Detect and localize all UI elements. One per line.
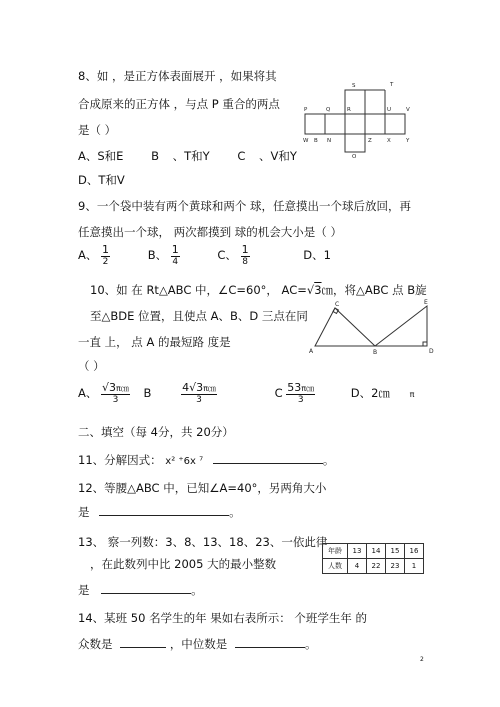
table-header-cell: 14 <box>367 544 386 559</box>
net-label-q: Q <box>326 107 331 113</box>
fig-label-d: D <box>429 348 434 355</box>
q8-option-a: A、S和E <box>78 149 124 163</box>
q14-line2: 众数是 ，中位数是 。 <box>78 637 317 651</box>
section-2-heading: 二、填空（每 4分，共 20分） <box>78 425 234 439</box>
net-label-p: P <box>304 107 308 113</box>
q9-option-b-fraction: $\frac{1}{4}$ <box>171 243 179 267</box>
table-header-cell: 16 <box>405 544 424 559</box>
q8-options-line1 <box>78 148 297 164</box>
q9-option-c-fraction: $\frac{1}{8}$ <box>241 243 249 267</box>
table-row <box>323 544 424 559</box>
q14-median-blank[interactable] <box>235 637 305 648</box>
q10-option-c-fraction: $\frac{53\pi㎝}{3}$ <box>287 381 315 405</box>
q10-line3: 一直 上， 点 A 的最短路 度是 <box>78 335 231 349</box>
q8-line3: 是（ ） <box>78 123 117 137</box>
q8-line1: 8、如 ，是正方体表面展开 ，如果将其 <box>78 69 277 83</box>
net-label-u: U <box>387 107 392 113</box>
cube-net-figure <box>300 78 425 158</box>
q14-mode-blank[interactable] <box>120 637 166 648</box>
q10-option-c-label: C <box>274 386 283 400</box>
q10-line4: （ ） <box>78 359 105 373</box>
page-number: 2 <box>420 656 424 663</box>
q10-option-a-label: A、 <box>78 386 98 400</box>
net-label-b: B <box>314 138 318 144</box>
net-label-s: S <box>352 83 356 89</box>
q12-line1: 12、等腰△ABC 中，已知∠A=40°，另两角大小 <box>78 481 327 495</box>
q9-option-b-label: B、 <box>147 248 168 262</box>
triangle-rotation-figure <box>305 296 445 356</box>
table-cell: 4 <box>348 559 367 574</box>
net-label-r: R <box>347 107 351 113</box>
table-header-cell: 13 <box>348 544 367 559</box>
q11-expression: x² ⁺6x ⁷ <box>165 456 204 467</box>
table-header-cell: 年龄 <box>323 544 348 559</box>
fig-label-e: E <box>424 299 428 306</box>
q8-option-c-letter: C <box>237 149 246 163</box>
q11-line: 11、分解因式： x² ⁺6x ⁷ 。 <box>78 453 335 467</box>
q10-options <box>78 382 414 405</box>
fig-label-c: C <box>335 301 340 308</box>
q9-options <box>78 244 331 267</box>
q10-option-a-fraction: $\frac{√3\pi㎝}{3}$ <box>102 381 129 405</box>
q8-option-d: D、T和V <box>78 173 125 187</box>
q13-answer-blank[interactable] <box>101 583 191 594</box>
fig-label-b: B <box>373 349 378 356</box>
q10-option-d-pi: π <box>409 390 415 399</box>
q12-answer-blank[interactable] <box>99 505 229 516</box>
q12-line2: 是 。 <box>78 505 241 519</box>
table-cell: 人数 <box>323 559 348 574</box>
q8-option-b-letter: B <box>151 149 159 163</box>
age-table <box>322 543 424 574</box>
q9-option-a-fraction: $\frac{1}{2}$ <box>102 243 110 267</box>
fig-label-a: A <box>309 348 314 355</box>
q9-line1: 9、一个袋中装有两个黄球和两个 球，任意摸出一个球后放回，再 <box>78 199 411 213</box>
sqrt-symbol: √ <box>306 283 315 297</box>
q13-line1: 13、 察一列数：3、8、13、18、23、一依此律 <box>78 535 328 549</box>
q8-option-b: 、T和Y <box>172 149 210 163</box>
table-row <box>323 559 424 574</box>
net-label-n: N <box>327 138 332 144</box>
q10-line2: 至△BDE 位置，且使点 A、B、D 三点在同 <box>90 309 308 323</box>
table-cell: 22 <box>367 559 386 574</box>
q9-option-c-label: C、 <box>217 248 237 262</box>
table-header-cell: 15 <box>386 544 405 559</box>
net-label-o: O <box>352 154 357 158</box>
q9-line2: 任意摸出一个球， 两次都摸到 球的机会大小是（ ） <box>78 225 342 239</box>
q10-option-d: D、2㎝ <box>350 386 390 400</box>
q13-line2: ，在此数列中比 2005 大的最小整数 <box>90 557 277 571</box>
net-label-v: V <box>406 107 410 113</box>
net-label-w: W <box>303 138 309 144</box>
q10-option-b-fraction: $\frac{4√3\pi㎝}{3}$ <box>182 381 216 405</box>
q14-line1: 14、某班 50 名学生的年 果如右表所示： 个班学生年 的 <box>78 611 368 625</box>
table-cell: 1 <box>405 559 424 574</box>
net-label-t: T <box>390 82 394 88</box>
q9-option-a-label: A、 <box>78 248 98 262</box>
table-cell: 23 <box>386 559 405 574</box>
q11-answer-blank[interactable] <box>213 453 323 464</box>
net-label-z: Z <box>368 138 372 144</box>
net-label-y: Y <box>406 138 410 144</box>
net-label-x: X <box>387 138 391 144</box>
q8-option-c: 、V和Y <box>259 149 297 163</box>
q8-line2: 合成原来的正方体 ，与点 P 重合的两点 <box>78 97 280 111</box>
q10-line1: 10、如 在 Rt△ABC 中，∠C=60°， AC=√3㎝，将△ABC 点 B旋 <box>90 283 427 297</box>
q10-option-b-label: B <box>143 386 152 400</box>
q13-line3: 是 。 <box>78 583 203 597</box>
q9-option-d: D、1 <box>303 248 331 262</box>
